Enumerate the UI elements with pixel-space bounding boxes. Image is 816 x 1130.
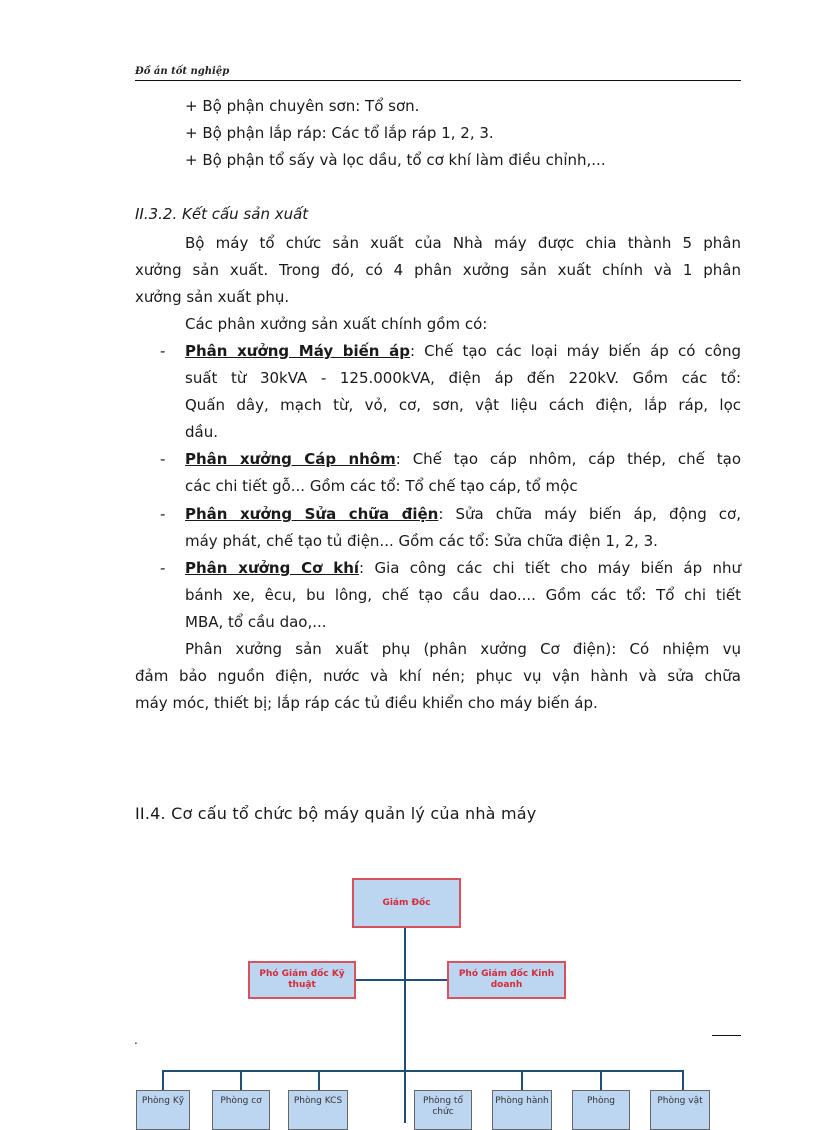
workshop-1-line-2: suất từ 30kVA - 125.000kVA, điện áp đến 220kV. Gồm các tổ: <box>185 369 741 387</box>
workshop-1-line-1: Phân xưởng Máy biến áp: Chế tạo các loại máy biến áp có công <box>185 342 741 360</box>
org-box-department: Phòng vật <box>650 1090 710 1130</box>
footer-rule <box>712 1035 741 1036</box>
org-box-department: Phòng <box>572 1090 630 1130</box>
workshop-1-line-3: Quấn dây, mạch từ, vỏ, cơ, sơn, vật liệu cách điện, lắp ráp, lọc <box>185 396 741 414</box>
para1-line-3: xưởng sản xuất phụ. <box>135 288 290 306</box>
org-box-department: Phòng KCS <box>288 1090 348 1130</box>
org-box-director: Giám Đốc <box>352 878 461 928</box>
header-rule <box>135 80 741 81</box>
list-dash: - <box>160 342 166 360</box>
org-connector-main <box>404 928 406 1123</box>
bullet-drying: + Bộ phận tổ sấy và lọc dầu, tổ cơ khí làm điều chỉnh,... <box>185 151 606 169</box>
subsection-title: II.3.2. Kết cấu sản xuất <box>135 205 309 223</box>
workshop-3-line-2: máy phát, chế tạo tủ điện... Gồm các tổ: Sửa chữa điện 1, 2, 3. <box>185 532 658 550</box>
workshop-4-name: Phân xưởng Cơ khí <box>185 559 360 577</box>
workshop-1-name: Phân xưởng Máy biến áp <box>185 342 410 360</box>
workshop-3-name: Phân xưởng Sửa chữa điện <box>185 505 439 523</box>
workshop-3-line-1: Phân xưởng Sửa chữa điện: Sửa chữa máy biến áp, động cơ, <box>185 505 741 523</box>
org-drop <box>600 1070 602 1090</box>
para2-intro: Các phân xưởng sản xuất chính gồm có: <box>185 315 488 333</box>
para3-line-3: máy móc, thiết bị; lắp ráp các tủ điều khiển cho máy biến áp. <box>135 694 598 712</box>
bullet-assembly: + Bộ phận lắp ráp: Các tổ lắp ráp 1, 2, 3. <box>185 124 494 142</box>
org-box-department: Phòng Kỹ <box>136 1090 190 1130</box>
workshop-1-line-4: dầu. <box>185 423 218 441</box>
org-drop <box>240 1070 242 1090</box>
org-drop <box>521 1070 523 1090</box>
org-drop <box>682 1070 684 1090</box>
org-box-department: Phòng tổ chức <box>414 1090 472 1130</box>
workshop-4-line-2: bánh xe, êcu, bu lông, chế tạo cầu dao.... Gồm các tổ: Tổ chi tiết <box>185 586 741 604</box>
org-box-department: Phòng cơ <box>212 1090 270 1130</box>
list-dash: - <box>160 450 166 468</box>
workshop-2-line-1: Phân xưởng Cáp nhôm: Chế tạo cáp nhôm, cáp thép, chế tạo <box>185 450 742 468</box>
para1-line-2: xưởng sản xuất. Trong đó, có 4 phân xưởng sản xuất chính và 1 phân <box>135 261 741 279</box>
org-box-deputy-business: Phó Giám đốc Kinh doanh <box>447 961 566 999</box>
org-drop <box>162 1070 164 1090</box>
para3-line-2: đảm bảo nguồn điện, nước và khí nén; phục vụ vận hành và sửa chữa <box>135 667 741 685</box>
footer-mark: . <box>134 1033 138 1047</box>
list-dash: - <box>160 559 166 577</box>
org-connector-deputies <box>356 979 447 981</box>
section-title: II.4. Cơ cấu tổ chức bộ máy quản lý của nhà máy <box>135 804 537 823</box>
bullet-painting: + Bộ phận chuyên sơn: Tổ sơn. <box>185 97 420 115</box>
org-box-deputy-tech: Phó Giám đốc Kỹ thuật <box>248 961 356 999</box>
org-drop <box>318 1070 320 1090</box>
workshop-4-line-3: MBA, tổ cầu dao,... <box>185 613 327 631</box>
workshop-2-line-2: các chi tiết gỗ... Gồm các tổ: Tổ chế tạo cáp, tổ mộc <box>185 477 578 495</box>
workshop-4-line-1: Phân xưởng Cơ khí: Gia công các chi tiết cho máy biến áp như <box>185 559 741 577</box>
para3-line-1: Phân xưởng sản xuất phụ (phân xưởng Cơ điện): Có nhiệm vụ <box>185 640 741 658</box>
org-box-department: Phòng hành <box>492 1090 552 1130</box>
workshop-2-name: Phân xưởng Cáp nhôm <box>185 450 396 468</box>
para1-line-1: Bộ máy tổ chức sản xuất của Nhà máy được chia thành 5 phân <box>185 234 741 252</box>
list-dash: - <box>160 505 166 523</box>
document-header-title: Đồ án tốt nghiệp <box>135 66 230 77</box>
